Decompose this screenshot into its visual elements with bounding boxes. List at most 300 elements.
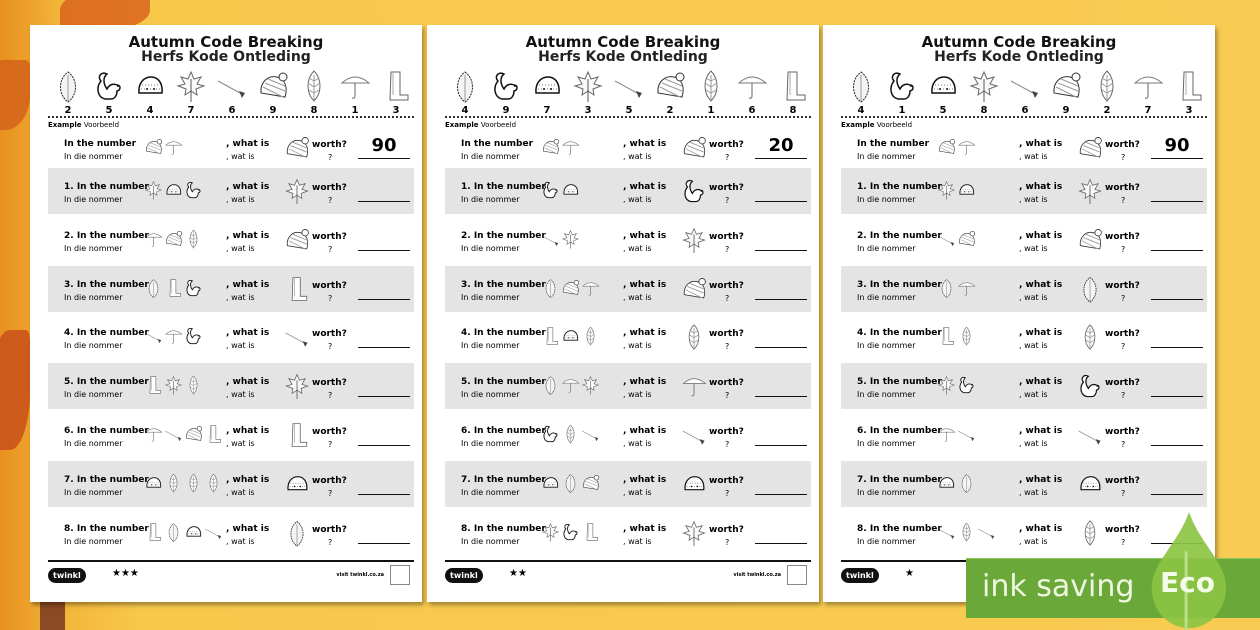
what-is-text: , what is: [623, 523, 667, 534]
birch-leaf-icon: [1077, 517, 1103, 549]
question-text: [64, 475, 149, 485]
what-is-text: , what is: [623, 328, 667, 339]
code-key-item: [253, 69, 293, 116]
umbrella-icon: [1132, 69, 1164, 103]
beanie-hat-icon: [1077, 132, 1103, 164]
in-the-number-text: In the number: [473, 426, 546, 436]
answer-line[interactable]: [358, 396, 410, 397]
answer-line[interactable]: [755, 494, 807, 495]
question-row: [48, 266, 414, 312]
code-key-item: [486, 69, 526, 116]
answer-line[interactable]: [358, 299, 410, 300]
code-key-digit: 5: [939, 105, 947, 116]
answer-line[interactable]: [358, 347, 410, 348]
worksheet-title: Autumn Code Breaking: [525, 33, 721, 51]
number-icons: [937, 226, 976, 252]
code-key-digit: 2: [666, 105, 674, 116]
question-text-af: In die nommer: [64, 487, 123, 497]
question-text-af: In die nommer: [64, 536, 123, 546]
question-number: 8.: [461, 523, 471, 534]
in-the-number-text: In the number: [76, 426, 149, 436]
number-icons: [144, 470, 223, 496]
wellington-boot-icon: [164, 275, 183, 301]
worth-text-af: ?: [725, 391, 730, 401]
worksheet-subtitle: Herfs Kode Ontleding: [934, 49, 1104, 65]
acorn-stick-icon: [1009, 69, 1041, 103]
code-key-item: [130, 69, 170, 116]
question-text-af: In die nommer: [857, 390, 916, 400]
birch-leaf-icon: [184, 470, 203, 496]
code-key-digit: 5: [625, 105, 633, 116]
code-key-item: [1087, 69, 1127, 116]
answer-line[interactable]: [358, 494, 410, 495]
worth-text: worth?: [1105, 475, 1140, 486]
hedgehog-icon: [284, 468, 310, 500]
question-row: [445, 461, 811, 507]
worth-text-af: ?: [328, 293, 333, 303]
oval-leaf-icon: [52, 69, 84, 103]
question-number: 5.: [64, 377, 74, 388]
worksheet-1[interactable]: [30, 25, 422, 602]
in-the-number-text: In the number: [76, 474, 149, 485]
answer-line[interactable]: [755, 445, 807, 446]
example-answer: 90: [371, 135, 397, 156]
answer-line[interactable]: [1151, 158, 1203, 159]
answer-line[interactable]: [755, 347, 807, 348]
worth-text: worth?: [709, 280, 744, 291]
code-key-digit: 1: [707, 105, 715, 116]
answer-line[interactable]: [1151, 299, 1203, 300]
question-row: [48, 168, 414, 214]
beanie-hat-icon: [681, 132, 707, 164]
what-is-text: , what is: [623, 474, 667, 485]
umbrella-icon: [736, 69, 768, 103]
in-the-number-text: In the number: [461, 139, 534, 149]
wellington-boot-icon: [204, 421, 223, 447]
code-key-digit: 8: [310, 105, 318, 116]
answer-line[interactable]: [1151, 494, 1203, 495]
question-text-af: In die nommer: [857, 292, 916, 302]
hedgehog-icon: [134, 69, 166, 103]
beanie-hat-icon: [1077, 224, 1103, 256]
answer-line[interactable]: [1151, 201, 1203, 202]
squirrel-icon: [681, 175, 707, 207]
code-key-digit: 3: [1185, 105, 1193, 116]
footer-divider: [445, 560, 811, 562]
code-key-item: [609, 69, 649, 116]
what-is-text-af: , wat is: [226, 292, 255, 302]
birch-leaf-icon: [581, 323, 600, 349]
question-row: [445, 363, 811, 409]
question-text: [461, 139, 533, 149]
hedgehog-icon: [927, 69, 959, 103]
worth-text: worth?: [312, 329, 347, 340]
oval-leaf-icon: [957, 470, 976, 496]
question-number: 6.: [857, 426, 867, 436]
question-text: [461, 377, 546, 387]
worth-text-af: ?: [725, 488, 730, 498]
code-key-item: [445, 69, 485, 116]
number-icons: [937, 421, 976, 447]
wellington-boot-icon: [380, 69, 412, 103]
in-the-number-text: In the number: [857, 139, 930, 149]
code-key-item: [732, 69, 772, 116]
answer-line[interactable]: [358, 445, 410, 446]
code-key-item: [1046, 69, 1086, 116]
code-key-item: [691, 69, 731, 116]
question-row: [445, 314, 811, 360]
code-key-item: [1005, 69, 1045, 116]
worksheet-title: Autumn Code Breaking: [128, 33, 324, 51]
worth-text-af: ?: [1121, 440, 1126, 449]
what-is-text-af: , wat is: [1019, 536, 1048, 546]
what-is-text-af: , wat is: [226, 243, 255, 253]
what-is-text: , what is: [226, 279, 270, 290]
worth-text: worth?: [709, 427, 744, 437]
what-is-text: , what is: [1019, 328, 1063, 339]
question-row: [48, 412, 414, 458]
worksheet-2[interactable]: [427, 25, 819, 602]
what-is-text-af: , wat is: [226, 487, 255, 497]
question-text-af: In die nommer: [857, 341, 916, 351]
question-text: [461, 231, 546, 241]
worth-text: worth?: [312, 475, 347, 486]
what-is-text-af: , wat is: [1019, 439, 1048, 448]
in-the-number-text: In the number: [473, 523, 546, 534]
wellington-boot-icon: [284, 419, 310, 451]
number-icons: [541, 519, 600, 545]
answer-line[interactable]: [1151, 347, 1203, 348]
code-key-item: [376, 69, 416, 116]
example-label-en: Example: [445, 121, 479, 129]
visit-link[interactable]: visit twinkl.co.za: [336, 572, 384, 578]
squirrel-icon: [93, 69, 125, 103]
beanie-hat-icon: [144, 134, 163, 160]
code-key-digit: 3: [584, 105, 592, 116]
birch-leaf-icon: [695, 69, 727, 103]
umbrella-icon: [957, 275, 976, 301]
question-number: 8.: [64, 523, 74, 534]
code-key-digit: 9: [502, 105, 510, 116]
question-number: 2.: [461, 230, 471, 241]
umbrella-icon: [581, 275, 600, 301]
what-is-text: , what is: [1019, 182, 1063, 192]
answer-line[interactable]: [1151, 250, 1203, 251]
example-label-af: Voorbeeld: [876, 121, 913, 129]
example-row: [841, 125, 1207, 171]
question-text-af: In die nommer: [857, 152, 916, 161]
answer-line[interactable]: [755, 543, 807, 544]
what-is-text-af: , wat is: [623, 152, 652, 161]
example-label-af: Voorbeeld: [480, 121, 517, 129]
answer-line[interactable]: [358, 543, 410, 544]
difficulty-stars: ★★: [509, 568, 527, 579]
question-row: [841, 412, 1207, 458]
dotted-divider: [48, 116, 414, 118]
example-label-en: Example: [841, 121, 875, 129]
answer-line[interactable]: [358, 158, 410, 159]
in-the-number-text: In the number: [869, 328, 942, 339]
question-row: [841, 217, 1207, 263]
question-text-af: In die nommer: [857, 195, 916, 204]
example-row: [445, 125, 811, 171]
hedgehog-icon: [1077, 468, 1103, 500]
worth-text: worth?: [312, 427, 347, 437]
number-icons: [541, 470, 600, 496]
in-the-number-text: In the number: [869, 474, 942, 485]
question-number: 1.: [461, 182, 471, 192]
answer-line[interactable]: [1151, 396, 1203, 397]
question-text: [64, 139, 136, 149]
worth-text-af: ?: [1121, 293, 1126, 303]
question-text: [461, 426, 546, 436]
code-key-item: [1128, 69, 1168, 116]
in-the-number-text: In the number: [76, 523, 149, 534]
answer-line[interactable]: [755, 201, 807, 202]
in-the-number-text: In the number: [76, 182, 149, 192]
worth-text: worth?: [709, 231, 744, 242]
in-the-number-text: In the number: [869, 426, 942, 436]
number-icons: [144, 421, 223, 447]
acorn-stick-icon: [613, 69, 645, 103]
birch-leaf-icon: [298, 69, 330, 103]
answer-line[interactable]: [358, 201, 410, 202]
code-key-item: [1169, 69, 1209, 116]
question-text: [64, 328, 149, 338]
worth-text-af: ?: [1121, 342, 1126, 352]
answer-line[interactable]: [1151, 445, 1203, 446]
code-key-digit: 1: [898, 105, 906, 116]
code-key-item: [773, 69, 813, 116]
birch-leaf-icon: [164, 470, 183, 496]
acorn-stick-icon: [216, 69, 248, 103]
answer-line[interactable]: [755, 158, 807, 159]
in-the-number-text: In the number: [76, 328, 149, 339]
worth-text-af: ?: [328, 244, 333, 254]
question-text: [64, 377, 149, 387]
maple-leaf-icon: [175, 69, 207, 103]
twinkl-logo: twinkl: [445, 568, 483, 583]
what-is-text: , what is: [226, 182, 270, 192]
quality-badge-icon: [787, 565, 807, 585]
question-text: [64, 280, 149, 290]
what-is-text-af: , wat is: [623, 243, 652, 253]
number-icons: [937, 275, 976, 301]
in-the-number-text: In the number: [473, 474, 546, 485]
acorn-stick-icon: [957, 421, 976, 447]
question-row: [841, 363, 1207, 409]
worth-text-af: ?: [1121, 244, 1126, 254]
question-row: [841, 266, 1207, 312]
worth-text: worth?: [709, 475, 744, 486]
beanie-hat-icon: [257, 69, 289, 103]
what-is-text: , what is: [1019, 523, 1063, 534]
in-the-number-text: In the number: [869, 279, 942, 290]
worth-text-af: ?: [725, 293, 730, 303]
what-is-text-af: , wat is: [1019, 390, 1048, 400]
worth-text: worth?: [709, 183, 744, 193]
twinkl-logo: twinkl: [841, 568, 879, 583]
maple-leaf-icon: [681, 517, 707, 549]
question-number: 6.: [461, 426, 471, 436]
question-row: [48, 461, 414, 507]
question-text: [857, 231, 942, 241]
question-number: 7.: [461, 474, 471, 485]
question-number: 7.: [64, 474, 74, 485]
worth-text-af: ?: [1121, 537, 1126, 547]
in-the-number-text: In the number: [869, 182, 942, 192]
question-row: [445, 510, 811, 556]
number-icons: [144, 323, 203, 349]
answer-line[interactable]: [755, 299, 807, 300]
example-row: [48, 125, 414, 171]
beanie-hat-icon: [284, 224, 310, 256]
what-is-text-af: , wat is: [623, 292, 652, 302]
what-is-text-af: , wat is: [226, 390, 255, 400]
number-icons: [541, 323, 600, 349]
worth-text: worth?: [312, 378, 347, 389]
beanie-hat-icon: [284, 132, 310, 164]
umbrella-icon: [681, 370, 707, 402]
worth-text: worth?: [1105, 427, 1140, 437]
difficulty-stars: ★: [905, 568, 914, 579]
question-text-af: In die nommer: [857, 487, 916, 497]
worth-text-af: ?: [725, 153, 730, 162]
question-number: 7.: [857, 474, 867, 485]
what-is-text-af: , wat is: [226, 536, 255, 546]
question-text-af: In die nommer: [64, 292, 123, 302]
code-key-item: [964, 69, 1004, 116]
number-icons: [541, 421, 600, 447]
difficulty-stars: ★★★: [112, 568, 139, 579]
birch-leaf-icon: [1077, 321, 1103, 353]
what-is-text-af: , wat is: [226, 152, 255, 161]
answer-line[interactable]: [358, 250, 410, 251]
code-key-digit: 6: [228, 105, 236, 116]
birch-leaf-icon: [957, 323, 976, 349]
what-is-text: , what is: [226, 523, 270, 534]
question-text-af: In die nommer: [857, 243, 916, 253]
question-number: 1.: [857, 182, 867, 192]
worth-text: worth?: [312, 280, 347, 291]
worth-text-af: ?: [1121, 196, 1126, 205]
code-key-digit: 9: [269, 105, 277, 116]
number-icons: [144, 275, 203, 301]
question-row: [445, 217, 811, 263]
number-icons: [541, 275, 600, 301]
code-key-item: [171, 69, 211, 116]
worth-text: worth?: [709, 378, 744, 389]
number-icons: [144, 519, 223, 545]
worth-text: worth?: [1105, 524, 1140, 535]
maple-leaf-icon: [572, 69, 604, 103]
worth-text-af: ?: [328, 342, 333, 352]
question-row: [48, 314, 414, 360]
answer-line[interactable]: [755, 396, 807, 397]
visit-link[interactable]: visit twinkl.co.za: [733, 572, 781, 578]
question-text-af: In die nommer: [64, 195, 123, 204]
question-text-af: In die nommer: [461, 195, 520, 204]
question-text: [857, 280, 942, 290]
what-is-text: , what is: [226, 230, 270, 241]
oval-leaf-icon: [164, 519, 183, 545]
question-row: [48, 217, 414, 263]
what-is-text-af: , wat is: [226, 341, 255, 351]
answer-line[interactable]: [755, 250, 807, 251]
maple-leaf-icon: [681, 224, 707, 256]
code-key-item: [568, 69, 608, 116]
birch-leaf-icon: [184, 372, 203, 398]
beanie-hat-icon: [957, 226, 976, 252]
question-number: 3.: [857, 279, 867, 290]
question-text-af: In die nommer: [461, 439, 520, 448]
question-row: [841, 314, 1207, 360]
question-text-af: In die nommer: [461, 243, 520, 253]
number-icons: [541, 372, 600, 398]
beanie-hat-icon: [1050, 69, 1082, 103]
hedgehog-icon: [164, 177, 183, 203]
worth-text-af: ?: [328, 488, 333, 498]
what-is-text: , what is: [623, 230, 667, 241]
what-is-text: , what is: [1019, 377, 1063, 388]
what-is-text: , what is: [623, 182, 667, 192]
what-is-text: , what is: [1019, 426, 1063, 436]
code-key-digit: 5: [105, 105, 113, 116]
ink-saving-label: ink saving: [982, 569, 1135, 604]
wellington-boot-icon: [581, 519, 600, 545]
birch-leaf-icon: [204, 470, 223, 496]
code-key-digit: 4: [857, 105, 865, 116]
oval-leaf-icon: [561, 470, 580, 496]
question-number: 4.: [857, 328, 867, 339]
in-the-number-text: In the number: [473, 328, 546, 339]
what-is-text: , what is: [226, 139, 270, 149]
question-row: [445, 266, 811, 312]
what-is-text-af: , wat is: [226, 195, 255, 204]
worth-text-af: ?: [328, 153, 333, 162]
number-icons: [937, 372, 976, 398]
worth-text: worth?: [709, 329, 744, 340]
beanie-hat-icon: [541, 134, 560, 160]
in-the-number-text: In the number: [76, 230, 149, 241]
question-text: [857, 475, 942, 485]
in-the-number-text: In the number: [473, 230, 546, 241]
worth-text-af: ?: [1121, 488, 1126, 498]
question-text: [461, 475, 546, 485]
squirrel-icon: [1077, 370, 1103, 402]
footer-divider: [48, 560, 414, 562]
acorn-stick-icon: [1077, 419, 1103, 451]
code-key-digit: 4: [461, 105, 469, 116]
twinkl-logo: twinkl: [48, 568, 86, 583]
worksheet-title: Autumn Code Breaking: [921, 33, 1117, 51]
number-icons: [937, 323, 976, 349]
eco-label: Eco: [1160, 566, 1215, 599]
question-number: 4.: [461, 328, 471, 339]
what-is-text: , what is: [226, 474, 270, 485]
what-is-text-af: , wat is: [1019, 292, 1048, 302]
question-text-af: In die nommer: [461, 341, 520, 351]
number-icons: [937, 134, 976, 160]
umbrella-icon: [561, 372, 580, 398]
worth-text: worth?: [312, 183, 347, 193]
number-icons: [144, 226, 203, 252]
dotted-divider: [841, 116, 1207, 118]
question-text-af: In die nommer: [461, 152, 520, 161]
question-text: [461, 524, 546, 534]
squirrel-icon: [184, 275, 203, 301]
worth-text: worth?: [312, 140, 347, 150]
